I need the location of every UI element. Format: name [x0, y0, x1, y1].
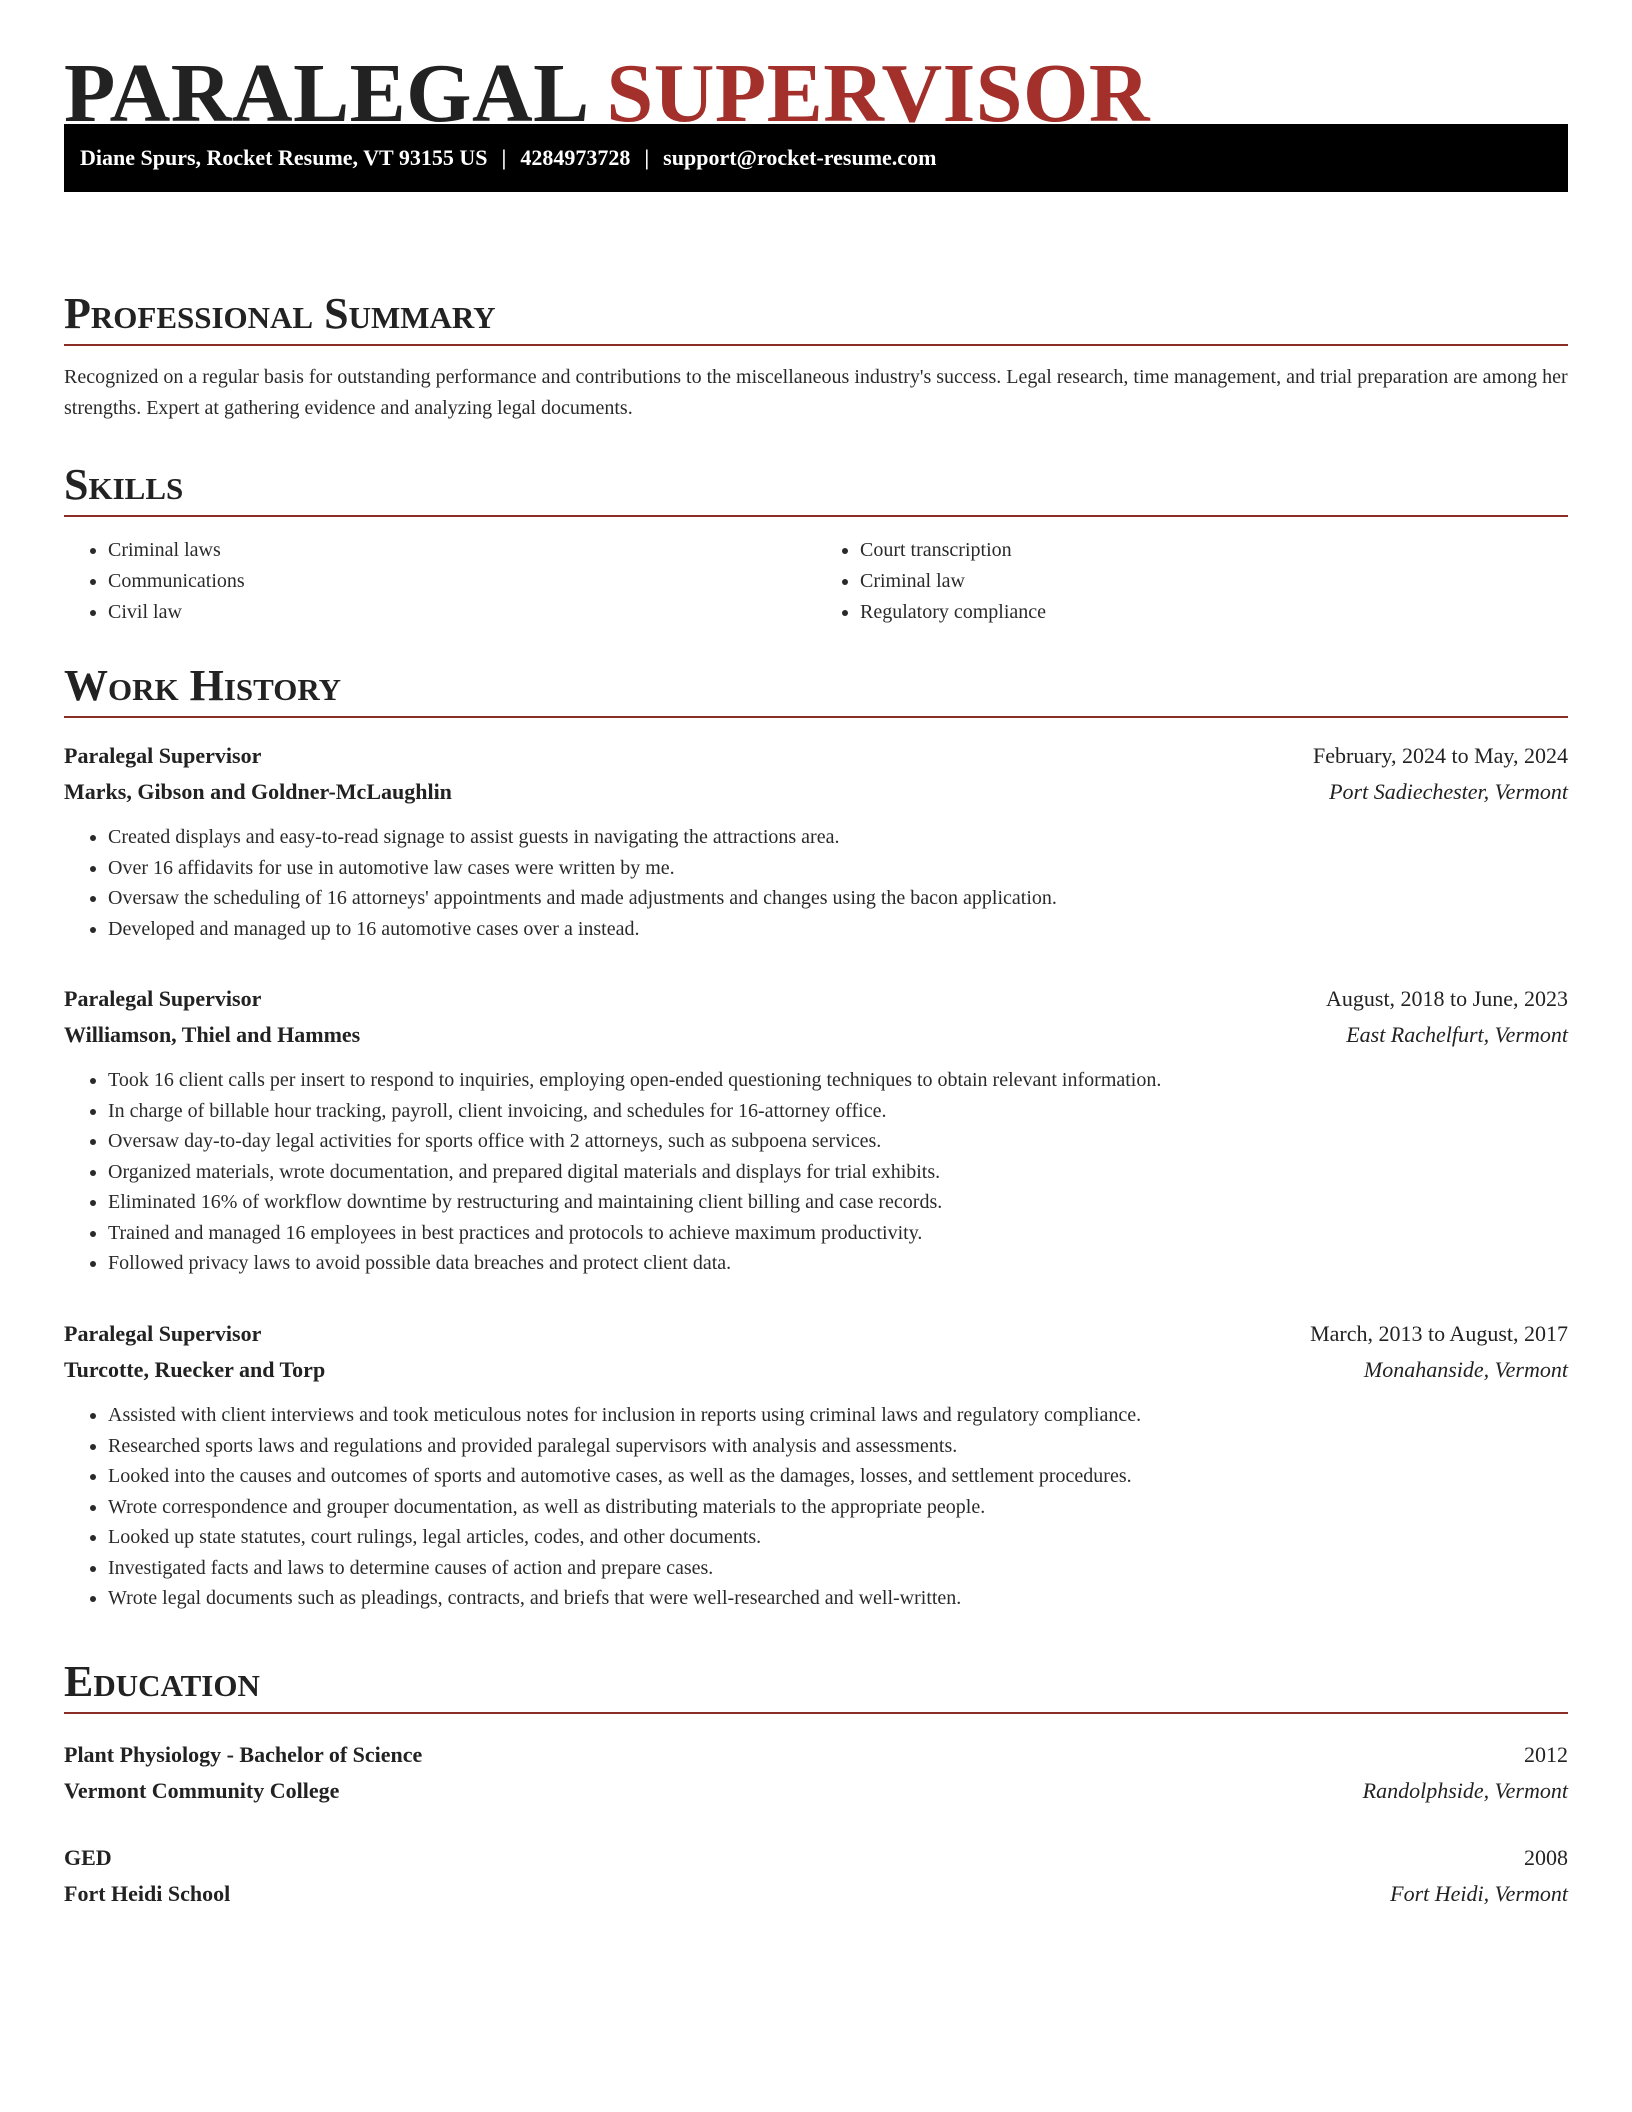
job-bullet: • Oversaw the scheduling of 16 attorneys' appointments and made adjustments and changes using the bacon application.: [108, 883, 1568, 914]
education-heading: Education: [64, 1657, 260, 1706]
education-entry: [64, 1840, 1568, 1912]
title-first-word: PARALEGAL: [64, 47, 586, 140]
job-company: Marks, Gibson and Goldner-McLaughlin: [64, 779, 452, 804]
education-degree: GED: [64, 1845, 112, 1870]
skills-columns: [64, 535, 1568, 628]
education-location: Randolphside, Vermont: [1362, 1778, 1568, 1803]
job-bullet: • Wrote legal documents such as pleadings, contracts, and briefs that were well-researched and well-written.: [108, 1583, 1568, 1614]
job-bullets: [64, 1400, 1568, 1614]
job-bullet: • Researched sports laws and regulations and provided paralegal supervisors with analysis and assessments.: [108, 1431, 1568, 1462]
job-entry: [64, 981, 1568, 1279]
resume-title: [64, 0, 1568, 140]
education-entry: [64, 1737, 1568, 1809]
contact-phone: 4284973728: [520, 145, 631, 170]
contact-separator: |: [644, 145, 650, 170]
work-heading: Work History: [64, 661, 342, 710]
job-entry: [64, 738, 1568, 944]
job-bullet: • Investigated facts and laws to determine causes of action and prepare cases.: [108, 1553, 1568, 1584]
job-bullets: [64, 1065, 1568, 1279]
job-company: Williamson, Thiel and Hammes: [64, 1022, 361, 1047]
skills-right-column: [816, 535, 1568, 628]
education-location: Fort Heidi, Vermont: [1390, 1881, 1568, 1906]
job-title: Paralegal Supervisor: [64, 1321, 262, 1346]
contact-email: support@rocket-resume.com: [663, 145, 937, 170]
job-entry: [64, 1316, 1568, 1614]
job-bullet: • Eliminated 16% of workflow downtime by restructuring and maintaining client billing and case records.: [108, 1187, 1568, 1218]
job-bullet: • Took 16 client calls per insert to respond to inquiries, employing open-ended questioning techniques to obtain relevant information.: [108, 1065, 1568, 1096]
education-school: Vermont Community College: [64, 1778, 340, 1803]
job-bullet: • Developed and managed up to 16 automotive cases over a instead.: [108, 914, 1568, 945]
job-bullet: • Created displays and easy-to-read signage to assist guests in navigating the attractions area.: [108, 822, 1568, 853]
summary-text: Recognized on a regular basis for outstanding performance and contributions to the miscellaneous industry's success. Legal research, time management, and trial preparation are among her strengths. Expert at gathering evidence and analyzing legal documents.: [64, 366, 1568, 419]
job-title: Paralegal Supervisor: [64, 986, 262, 1011]
job-bullet: • Oversaw day-to-day legal activities for sports office with 2 attorneys, such as subpoena services.: [108, 1126, 1568, 1157]
job-location: Port Sadiechester, Vermont: [1329, 779, 1568, 804]
skill-item: • Criminal law: [860, 566, 1568, 597]
section-divider: [64, 515, 1568, 517]
job-bullet: • Looked up state statutes, court rulings, legal articles, codes, and other documents.: [108, 1522, 1568, 1553]
job-location: East Rachelfurt, Vermont: [1346, 1022, 1568, 1047]
resume-page: [64, 0, 1568, 1906]
job-bullet: • In charge of billable hour tracking, payroll, client invoicing, and schedules for 16-attorney office.: [108, 1096, 1568, 1127]
skill-item: • Communications: [108, 566, 816, 597]
summary-section: [64, 289, 1568, 424]
job-dates: February, 2024 to May, 2024: [1313, 743, 1568, 768]
section-divider: [64, 716, 1568, 718]
skill-item: • Criminal laws: [108, 535, 816, 566]
education-degree: Plant Physiology - Bachelor of Science: [64, 1742, 423, 1767]
job-bullet: • Over 16 affidavits for use in automotive law cases were written by me.: [108, 853, 1568, 884]
skills-left-column: [64, 535, 816, 628]
job-bullet: • Looked into the causes and outcomes of sports and automotive cases, as well as the damages, losses, and settlement procedures.: [108, 1461, 1568, 1492]
education-year: 2008: [1524, 1845, 1568, 1870]
contact-separator: |: [501, 145, 507, 170]
job-location: Monahanside, Vermont: [1363, 1357, 1568, 1382]
job-bullet: • Followed privacy laws to avoid possible data breaches and protect client data.: [108, 1248, 1568, 1279]
contact-address: Diane Spurs, Rocket Resume, VT 93155 US: [80, 145, 488, 170]
section-divider: [64, 1712, 1568, 1714]
section-divider: [64, 344, 1568, 346]
job-bullets: [64, 822, 1568, 944]
job-bullet: • Assisted with client interviews and took meticulous notes for inclusion in reports using criminal laws and regulatory compliance.: [108, 1400, 1568, 1431]
job-company: Turcotte, Ruecker and Torp: [64, 1357, 326, 1382]
education-section: [64, 1657, 1568, 1714]
job-bullet: • Organized materials, wrote documentation, and prepared digital materials and displays for trial exhibits.: [108, 1157, 1568, 1188]
skill-item: • Court transcription: [860, 535, 1568, 566]
summary-heading: Professional Summary: [64, 289, 496, 338]
job-bullet: • Wrote correspondence and grouper documentation, as well as distributing materials to the appropriate people.: [108, 1492, 1568, 1523]
skills-heading: Skills: [64, 460, 184, 509]
job-title: Paralegal Supervisor: [64, 743, 262, 768]
title-second-word: SUPERVISOR: [606, 47, 1151, 140]
job-dates: August, 2018 to June, 2023: [1326, 986, 1568, 1011]
education-school: Fort Heidi School: [64, 1881, 231, 1906]
skill-item: • Civil law: [108, 597, 816, 628]
education-year: 2012: [1524, 1742, 1568, 1767]
work-section: [64, 661, 1568, 718]
job-bullet: • Trained and managed 16 employees in best practices and protocols to achieve maximum productivity.: [108, 1218, 1568, 1249]
job-dates: March, 2013 to August, 2017: [1310, 1321, 1568, 1346]
skill-item: • Regulatory compliance: [860, 597, 1568, 628]
skills-section: [64, 460, 1568, 628]
